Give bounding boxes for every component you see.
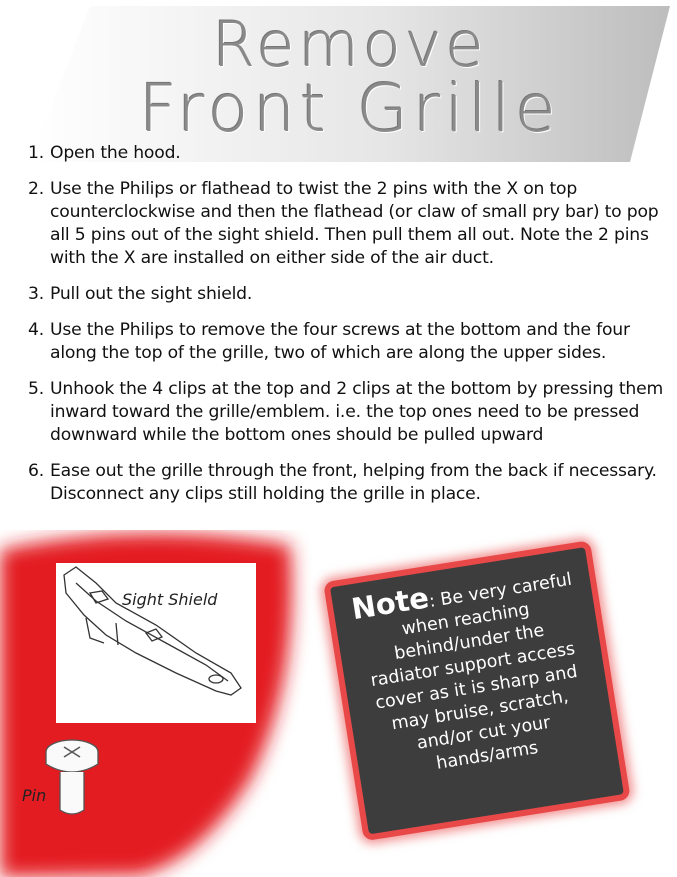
step-item (28, 178, 668, 270)
step-number: 4. (28, 320, 44, 340)
pin-label: Pin (22, 786, 47, 805)
step-number: 5. (28, 379, 44, 399)
pin-illustration (20, 730, 110, 830)
step-item (28, 283, 668, 306)
step-text: Open the hood. (50, 143, 181, 163)
note-heading: Note (349, 580, 432, 627)
sight-shield-label: Sight Shield (122, 590, 218, 609)
step-number: 2. (28, 179, 44, 199)
warning-note (323, 537, 655, 869)
step-number: 6. (28, 461, 44, 481)
instruction-steps (28, 142, 668, 519)
page-title-line-2: Front Grille (139, 70, 561, 147)
step-item (28, 460, 668, 506)
step-item (28, 142, 668, 165)
step-number: 1. (28, 143, 44, 163)
page-title-line-1: Remove (212, 8, 488, 81)
note-card (323, 540, 631, 841)
step-text: Pull out the sight shield. (50, 284, 253, 304)
step-text: Unhook the 4 clips at the top and 2 clips at the bottom by pressing them inward toward the grille/emblem. i.e. the top ones need to be pressed downward while the bottom ones should be pulled upward (50, 379, 664, 445)
step-item (28, 319, 668, 365)
step-text: Use the Philips or flathead to twist the 2 pins with the X on top counterclockwise and then the flathead (or claw of small pry bar) to pop all 5 pins out of the sight shield. Then pull them all out. Note the 2 pins with the X are installed on either side of the air duct. (50, 179, 659, 268)
step-number: 3. (28, 284, 44, 304)
sight-shield-illustration (56, 563, 256, 723)
step-text: Ease out the grille through the front, helping from the back if necessary. Disconnect any clips still holding the grille in place. (50, 461, 657, 504)
step-item (28, 378, 668, 447)
note-text: : Be very careful when reaching behind/under the radiator support access cover as it is sharp and may bruise, scratch, and/or cut your hands/arms (369, 569, 579, 774)
step-text: Use the Philips to remove the four screws at the bottom and the four along the top of the grille, two of which are along the upper sides. (50, 320, 630, 363)
note-body (332, 561, 616, 788)
title-banner (30, 4, 670, 162)
sight-shield-figure (56, 563, 256, 723)
pin-figure (20, 730, 110, 830)
